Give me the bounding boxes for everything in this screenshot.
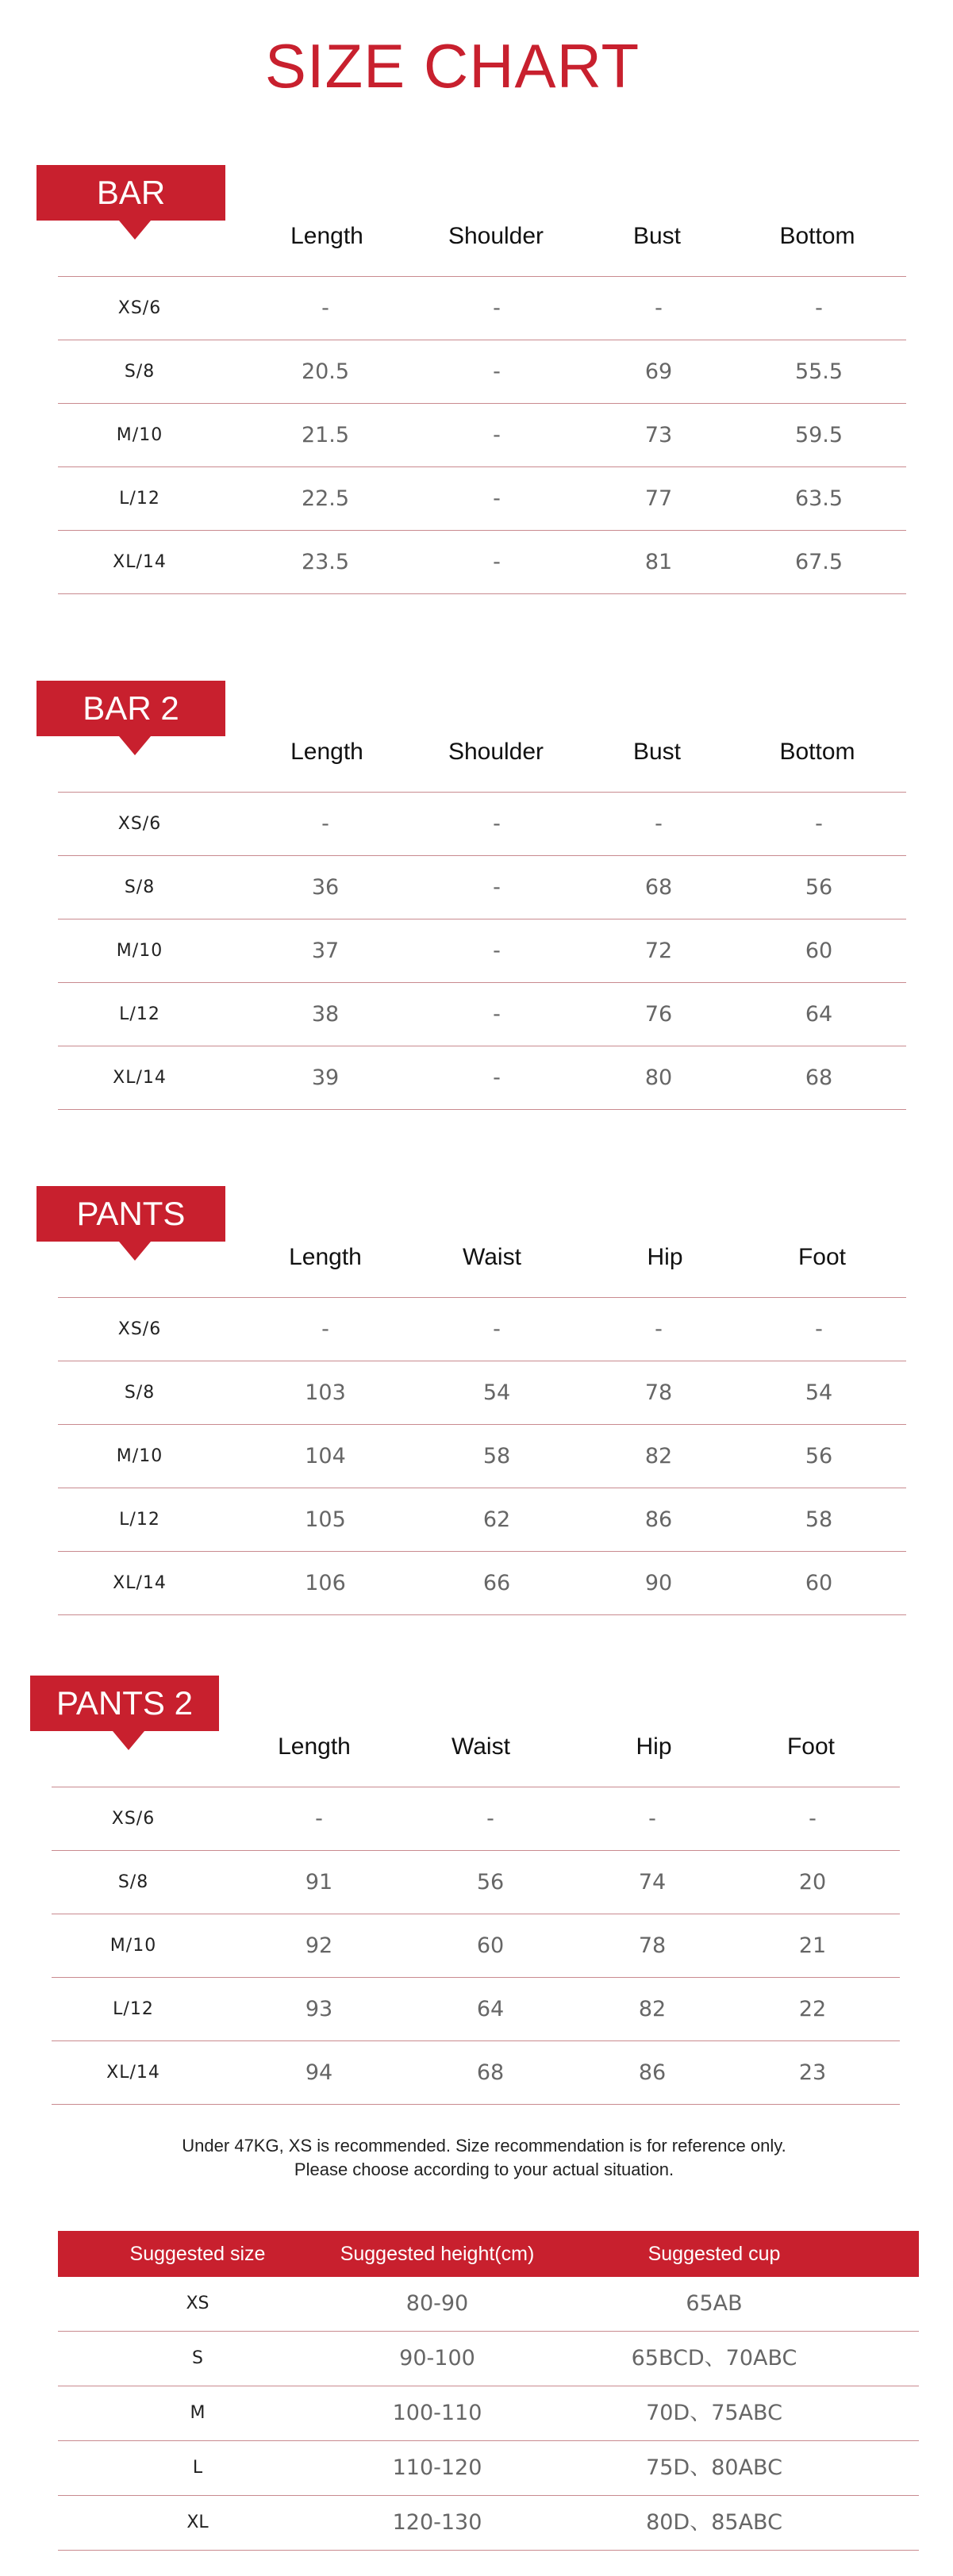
tag-pointer [113,1731,144,1750]
table-row [58,1488,906,1551]
table-row [58,276,906,340]
column-header: Length [289,1244,362,1270]
column-header: Foot [797,1244,847,1270]
measurement-cell: 73 [644,423,673,447]
measurement-cell: 93 [305,1997,333,2021]
measurement-cell: - [315,1806,323,1831]
measurement-cell: 67.5 [794,550,843,574]
size-table [58,792,906,1110]
table-row [58,792,906,855]
measurement-cell: 39 [311,1065,340,1090]
measurement-cell: - [493,812,501,836]
column-header: Shoulder [448,223,544,249]
size-note [0,2134,953,2182]
cup-height-cell: 80-90 [405,2291,469,2316]
table-row [58,982,906,1046]
measurement-cell: 94 [305,2060,333,2085]
column-header: Waist [452,1733,510,1760]
size-label: XS/6 [117,1319,162,1339]
measurement-cell: 90 [644,1571,673,1595]
cup-table-header [58,2231,919,2277]
cup-height-cell: 110-120 [392,2455,482,2480]
measurement-cell: 77 [644,486,673,511]
measurement-cell: 78 [644,1380,673,1405]
cup-header-size: Suggested size [129,2243,266,2265]
measurement-cell: 38 [311,1002,340,1027]
column-header: Waist [463,1244,521,1270]
table-row [58,855,906,919]
cup-table-row [58,2441,919,2496]
measurement-cell: - [655,812,663,836]
table-row [58,1046,906,1110]
measurement-cell: - [815,1317,823,1342]
cup-table-row [58,2496,919,2551]
size-label: S/8 [117,1872,149,1892]
column-header: Bust [632,223,682,249]
page-title: SIZE CHART [264,31,640,101]
measurement-cell: 59.5 [794,423,843,447]
table-row [52,1850,900,1914]
cup-size-label: L [192,2458,203,2478]
measurement-cell: 106 [305,1571,346,1595]
size-label: M/10 [110,1936,157,1956]
cup-size-label: M [190,2403,206,2423]
measurement-cell: 74 [638,1870,667,1895]
table-row [58,1424,906,1488]
measurement-cell: - [486,1806,494,1831]
measurement-cell: 69 [644,359,673,384]
measurement-cell: 103 [305,1380,346,1405]
cup-size-label: XS [186,2294,209,2313]
measurement-cell: - [648,1806,656,1831]
measurement-cell: 56 [476,1870,505,1895]
measurement-cell: 23 [798,2060,827,2085]
cup-height-cell: 120-130 [392,2510,482,2535]
measurement-cell: 60 [805,1571,833,1595]
measurement-cell: - [493,1317,501,1342]
measurement-cell: 76 [644,1002,673,1027]
column-header: Hip [636,1733,672,1760]
measurement-cell: - [493,359,501,384]
measurement-cell: - [493,423,501,447]
measurement-cell: 21 [798,1933,827,1958]
table-row [58,530,906,594]
size-label: XL/14 [113,1573,167,1593]
measurement-cell: - [493,1065,501,1090]
column-header: Hip [647,1244,683,1270]
measurement-cell: - [655,296,663,321]
measurement-cell: - [493,486,501,511]
measurement-cell: 104 [305,1444,346,1468]
table-row [58,1551,906,1615]
size-label: L/12 [119,1004,160,1024]
column-header: Length [278,1733,351,1760]
size-label: XS/6 [111,1809,156,1829]
tag-pointer [119,736,151,755]
section-tag: PANTS [37,1186,225,1242]
measurement-cell: 68 [805,1065,833,1090]
size-label: XS/6 [117,298,162,318]
table-row [58,340,906,403]
size-label: M/10 [116,941,163,961]
section-tag: PANTS 2 [30,1676,219,1731]
measurement-cell: 86 [638,2060,667,2085]
measurement-cell: - [815,812,823,836]
measurement-cell: 72 [644,939,673,963]
measurement-cell: 60 [805,939,833,963]
measurement-cell: - [655,1317,663,1342]
size-label: XL/14 [113,1068,167,1088]
cup-size-label: XL [186,2513,209,2532]
cup-height-cell: 90-100 [399,2346,475,2371]
cup-value-cell: 75D、80ABC [646,2455,782,2480]
measurement-cell: 22.5 [301,486,350,511]
measurement-cell: - [493,296,501,321]
table-row [58,1297,906,1361]
measurement-cell: 37 [311,939,340,963]
size-label: S/8 [124,877,156,897]
measurement-cell: 62 [482,1507,511,1532]
measurement-cell: - [493,1002,501,1027]
column-header: Bottom [779,223,855,249]
note-line-2: Please choose according to your actual situation. [294,2159,674,2179]
measurement-cell: 86 [644,1507,673,1532]
measurement-cell: - [321,1317,329,1342]
column-header: Bust [632,739,682,765]
measurement-cell: 58 [805,1507,833,1532]
cup-value-cell: 65BCD、70ABC [631,2346,797,2371]
table-row [58,403,906,466]
measurement-cell: 92 [305,1933,333,1958]
measurement-cell: 80 [644,1065,673,1090]
measurement-cell: 23.5 [301,550,350,574]
column-header: Shoulder [448,739,544,765]
measurement-cell: 56 [805,875,833,900]
measurement-cell: - [493,939,501,963]
size-label: XL/14 [106,2063,160,2083]
measurement-cell: 66 [482,1571,511,1595]
cup-size-label: S [192,2348,203,2368]
measurement-cell: 54 [482,1380,511,1405]
column-header: Foot [786,1733,836,1760]
size-label: L/12 [119,1510,160,1530]
measurement-cell: 55.5 [794,359,843,384]
cup-table-row [58,2332,919,2386]
cup-value-cell: 80D、85ABC [646,2510,782,2535]
size-label: XL/14 [113,552,167,572]
table-row [52,1787,900,1850]
measurement-cell: - [815,296,823,321]
table-row [52,1977,900,2040]
cup-value-cell: 70D、75ABC [646,2401,782,2425]
measurement-cell: 22 [798,1997,827,2021]
measurement-cell: 81 [644,550,673,574]
size-table [52,1787,900,2105]
size-label: XS/6 [117,814,162,834]
measurement-cell: 56 [805,1444,833,1468]
size-table [58,1297,906,1615]
measurement-cell: 64 [805,1002,833,1027]
table-row [52,1914,900,1977]
measurement-cell: - [321,812,329,836]
size-label: M/10 [116,425,163,445]
cup-value-cell: 65AB [686,2291,743,2316]
cup-header-cup: Suggested cup [648,2243,781,2265]
measurement-cell: 36 [311,875,340,900]
measurement-cell: 54 [805,1380,833,1405]
size-label: L/12 [119,489,160,509]
size-table [58,276,906,594]
measurement-cell: - [493,550,501,574]
table-row [52,2040,900,2105]
measurement-cell: 21.5 [301,423,350,447]
measurement-cell: 78 [638,1933,667,1958]
column-header: Length [290,739,363,765]
table-row [58,466,906,530]
cup-table-row [58,2277,919,2332]
cup-recommendation-table [58,2231,919,2551]
column-header: Length [290,223,363,249]
cup-table-row [58,2386,919,2441]
measurement-cell: 20 [798,1870,827,1895]
measurement-cell: 68 [644,875,673,900]
cup-header-height: Suggested height(cm) [340,2243,535,2265]
measurement-cell: 20.5 [301,359,350,384]
tag-pointer [119,221,151,240]
measurement-cell: 63.5 [794,486,843,511]
measurement-cell: 82 [644,1444,673,1468]
tag-pointer [119,1242,151,1261]
measurement-cell: 82 [638,1997,667,2021]
measurement-cell: 91 [305,1870,333,1895]
measurement-cell: - [809,1806,817,1831]
measurement-cell: 60 [476,1933,505,1958]
measurement-cell: 105 [305,1507,346,1532]
size-label: L/12 [113,1999,154,2019]
table-row [58,1361,906,1424]
measurement-cell: - [321,296,329,321]
size-label: S/8 [124,362,156,382]
measurement-cell: - [493,875,501,900]
section-tag: BAR 2 [37,681,225,736]
size-label: M/10 [116,1446,163,1466]
measurement-cell: 58 [482,1444,511,1468]
table-row [58,919,906,982]
section-tag: BAR [37,165,225,221]
cup-height-cell: 100-110 [392,2401,482,2425]
note-line-1: Under 47KG, XS is recommended. Size recommendation is for reference only. [182,2136,786,2156]
measurement-cell: 68 [476,2060,505,2085]
column-header: Bottom [779,739,855,765]
size-label: S/8 [124,1383,156,1403]
measurement-cell: 64 [476,1997,505,2021]
